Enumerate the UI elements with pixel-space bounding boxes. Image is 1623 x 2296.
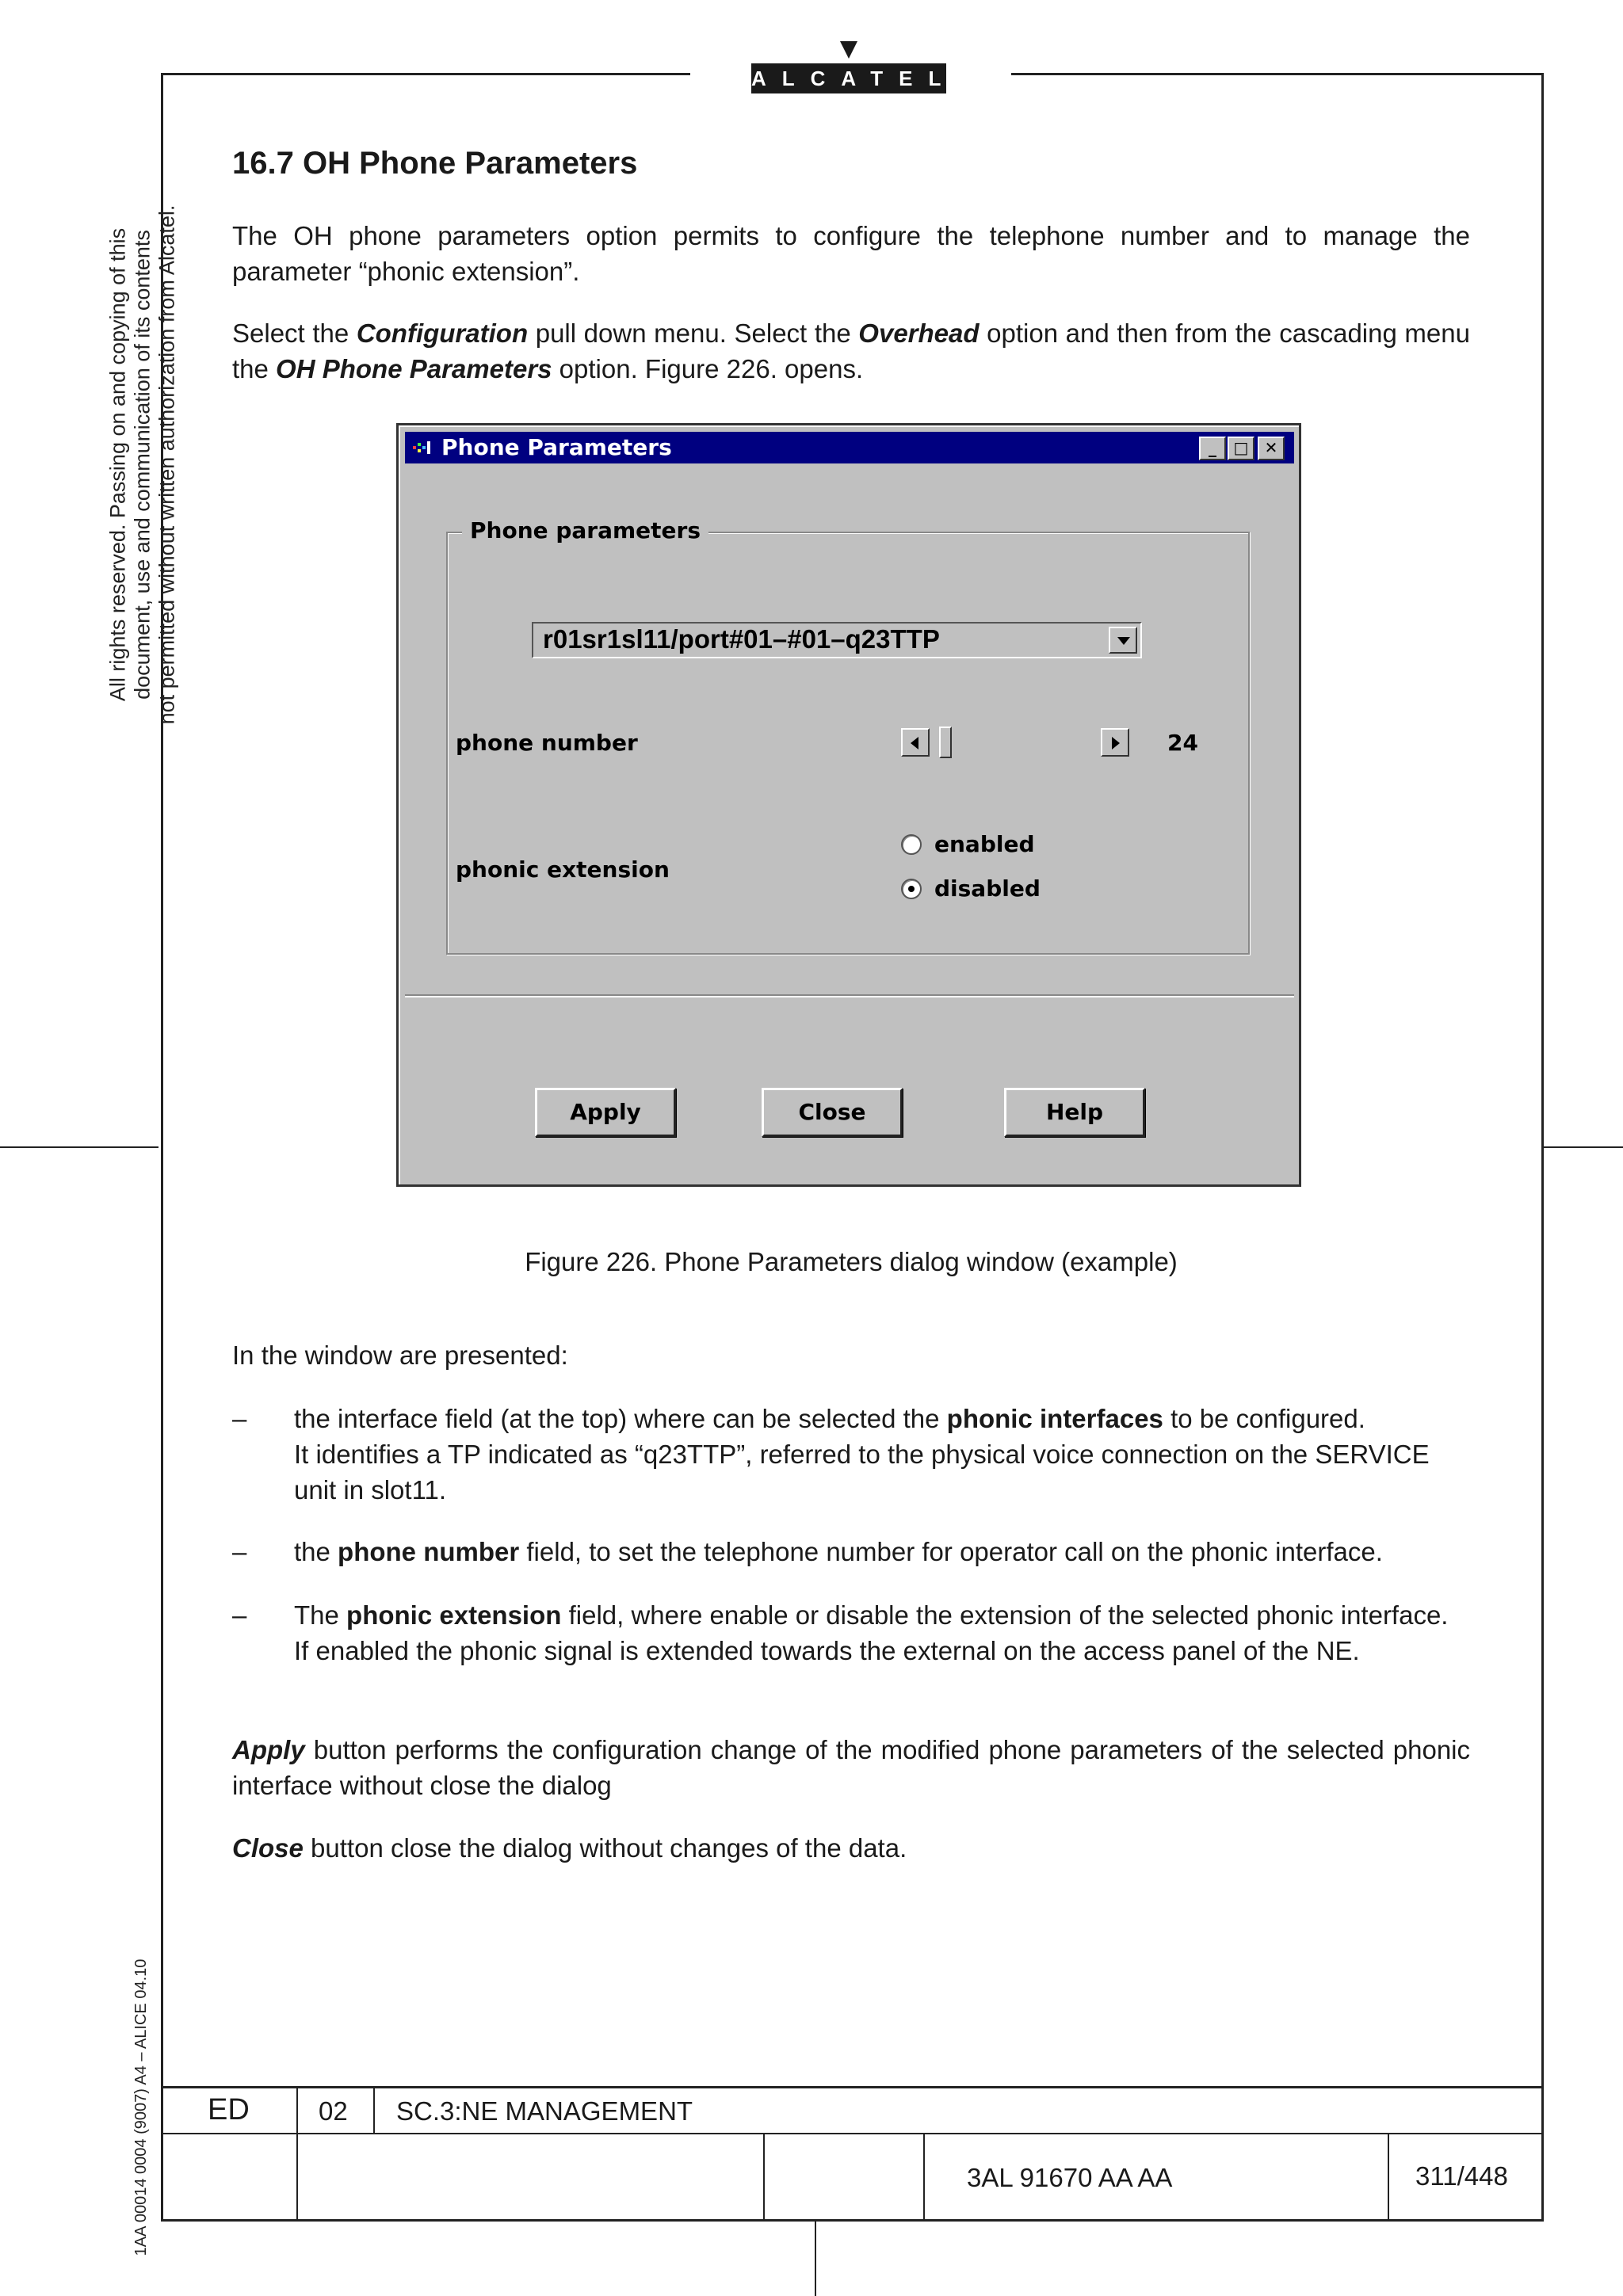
rights-line-1: All rights reserved. Passing on and copying of this [105, 227, 130, 702]
footer-col-4 [923, 2133, 925, 2220]
phonic-extension-label: phonic extension [456, 856, 670, 883]
logo-marker-icon [840, 41, 857, 59]
radio-disabled-label[interactable]: disabled [934, 875, 1041, 902]
b1-post: to be configured. [1163, 1404, 1365, 1433]
fold-mark-right [1544, 1146, 1623, 1148]
b3-pre: The [294, 1600, 347, 1630]
footer-col-1 [296, 2086, 298, 2221]
fold-mark-left [0, 1146, 158, 1148]
bullet-dash: – [232, 1600, 247, 1630]
close-description [232, 1830, 1470, 1866]
footer-top-rule [161, 2086, 1544, 2088]
frame-bottom [161, 2219, 1544, 2222]
apply-text: button performs the configuration change of the modified phone parameters of the selected phonic interface without close the dialog [232, 1735, 1470, 1800]
radio-disabled[interactable] [901, 879, 922, 899]
minimize-button[interactable]: _ [1199, 437, 1226, 460]
select-mid2: option and then from the cascading menu the [232, 318, 1470, 383]
dialog-separator [405, 994, 1294, 997]
help-button[interactable]: Help [1004, 1088, 1145, 1137]
close-window-button[interactable]: ✕ [1258, 437, 1285, 460]
scroll-right-icon[interactable] [1101, 728, 1129, 757]
dialog-titlebar[interactable] [405, 432, 1294, 463]
footer-col-2 [373, 2086, 375, 2134]
b2-pre: the [294, 1537, 338, 1566]
phone-parameters-dialog [396, 423, 1301, 1187]
b1-pre: the interface field (at the top) where can be selected the [294, 1404, 947, 1433]
b1-bold: phonic interfaces [946, 1404, 1163, 1433]
maximize-button[interactable]: □ [1228, 437, 1254, 460]
bullet-dash: – [232, 1537, 247, 1566]
select-paragraph [232, 315, 1470, 387]
select-pre: Select the [232, 318, 357, 348]
b1-line2: It identifies a TP indicated as “q23TTP”, referred to the physical voice connection on the SERVICE unit in slot11. [294, 1440, 1430, 1505]
select-post: option. Figure 226. opens. [552, 354, 864, 383]
scroll-left-icon[interactable] [901, 728, 930, 757]
fold-mark-bottom [815, 2222, 816, 2296]
apply-button[interactable]: Apply [535, 1088, 676, 1137]
close-text: button close the dialog without changes of the data. [303, 1833, 907, 1863]
phone-number-value: 24 [1167, 730, 1198, 756]
select-mid: pull down menu. Select the [528, 318, 859, 348]
footer-doc-number: 3AL 91670 AA AA [967, 2163, 1173, 2192]
apply-word: Apply [232, 1735, 305, 1764]
rights-line-2: document, use and communication of its contents [130, 230, 155, 700]
app-icon [413, 441, 433, 454]
footer-ed-label: ED [208, 2093, 250, 2126]
figure-caption: Figure 226. Phone Parameters dialog window (example) [525, 1247, 1178, 1276]
footer-page: 311/448 [1415, 2161, 1508, 2191]
group-label: Phone parameters [462, 517, 708, 543]
phone-number-label: phone number [456, 730, 638, 756]
b2-bold: phone number [338, 1537, 520, 1566]
b3-bold: phonic extension [346, 1600, 562, 1630]
section-title: 16.7 OH Phone Parameters [232, 146, 638, 181]
b3-line2: If enabled the phonic signal is extended towards the external on the access panel of the NE. [294, 1636, 1360, 1665]
doc-code-text: 1AA 00014 0004 (9007) A4 – ALICE 04.10 [132, 1958, 150, 2256]
close-button[interactable]: Close [762, 1088, 903, 1137]
b2-post: field, to set the telephone number for operator call on the phonic interface. [519, 1537, 1383, 1566]
b3-post: field, where enable or disable the extension of the selected phonic interface. [561, 1600, 1449, 1630]
interface-select[interactable] [532, 622, 1142, 658]
apply-description [232, 1732, 1470, 1803]
frame-top-right [1011, 73, 1544, 75]
dialog-title: Phone Parameters [441, 434, 672, 460]
rights-line-3: not permitted without written authorization from Alcatel. [155, 204, 179, 725]
presented-intro: In the window are presented: [232, 1341, 568, 1370]
select-item: OH Phone Parameters [276, 354, 552, 383]
interface-value: r01sr1sl11/port#01–#01–q23TTP [543, 624, 940, 654]
select-option: Overhead [858, 318, 980, 348]
footer-mid-rule [161, 2133, 1544, 2134]
radio-enabled-label[interactable]: enabled [934, 831, 1035, 857]
footer-section: SC.3:NE MANAGEMENT [396, 2096, 693, 2126]
phone-number-slider-thumb[interactable] [939, 727, 952, 758]
radio-enabled[interactable] [901, 834, 922, 855]
footer-col-3 [763, 2133, 765, 2220]
intro-paragraph: The OH phone parameters option permits to configure the telephone number and to manage the parameter “phonic extension”. [232, 221, 1470, 286]
footer-col-5 [1388, 2133, 1389, 2220]
close-word: Close [232, 1833, 304, 1863]
footer-ed-value: 02 [319, 2096, 348, 2126]
alcatel-logo: ALCATEL [751, 63, 946, 93]
select-menu: Configuration [356, 318, 529, 348]
bullet-dash: – [232, 1404, 247, 1433]
frame-top-left [161, 73, 690, 75]
chevron-down-icon[interactable] [1109, 627, 1137, 654]
